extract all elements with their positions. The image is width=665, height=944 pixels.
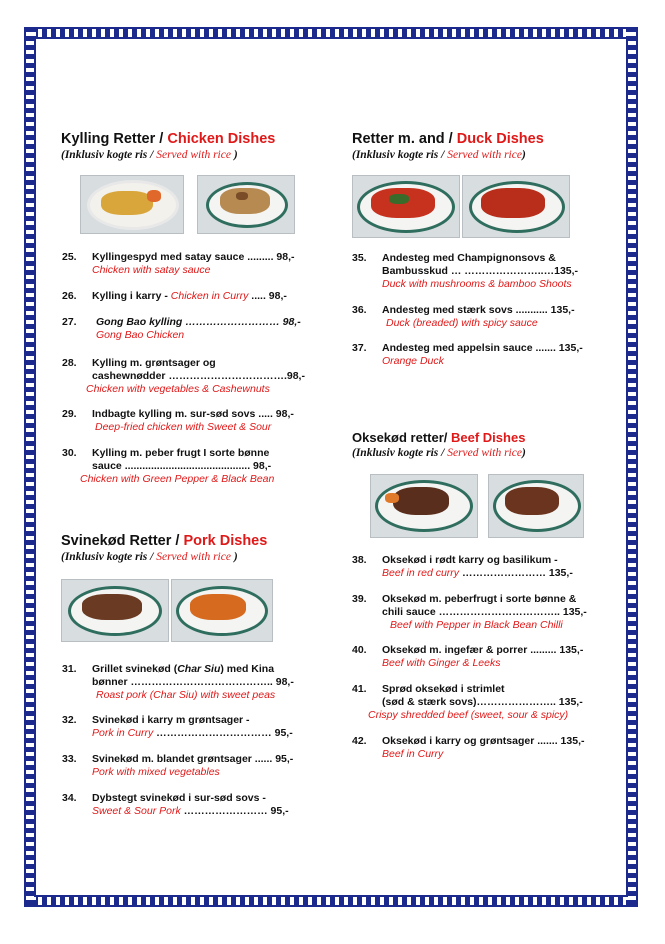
border-right (626, 29, 636, 905)
chicken-section (61, 131, 295, 234)
beef-title: Oksekød retter/ Beef Dishes (352, 430, 526, 445)
beef-subtitle: (Inklusiv kogte ris / Served with rice) (352, 447, 526, 459)
border-left (26, 29, 36, 905)
pork-section (61, 533, 273, 642)
chicken-photo-1 (80, 175, 184, 234)
border-bottom (26, 895, 636, 905)
duck-section (352, 131, 570, 238)
duck-photo-2 (462, 175, 570, 238)
pork-title: Svinekød Retter / Pork Dishes (61, 533, 268, 549)
border-top (26, 29, 636, 39)
chicken-subtitle: (Inklusiv kogte ris / Served with rice ) (61, 149, 238, 161)
duck-title: Retter m. and / Duck Dishes (352, 131, 544, 147)
pork-subtitle: (Inklusiv kogte ris / Served with rice ) (61, 551, 238, 563)
duck-photo-1 (352, 175, 460, 238)
chicken-title: Kylling Retter / Chicken Dishes (61, 131, 276, 147)
beef-photo-1 (370, 474, 478, 538)
pork-photo-2 (171, 579, 273, 642)
beef-photo-2 (488, 474, 584, 538)
beef-section (352, 430, 584, 538)
pork-photo-1 (61, 579, 169, 642)
chicken-photo-2 (197, 175, 295, 234)
duck-subtitle: (Inklusiv kogte ris / Served with rice) (352, 149, 526, 161)
